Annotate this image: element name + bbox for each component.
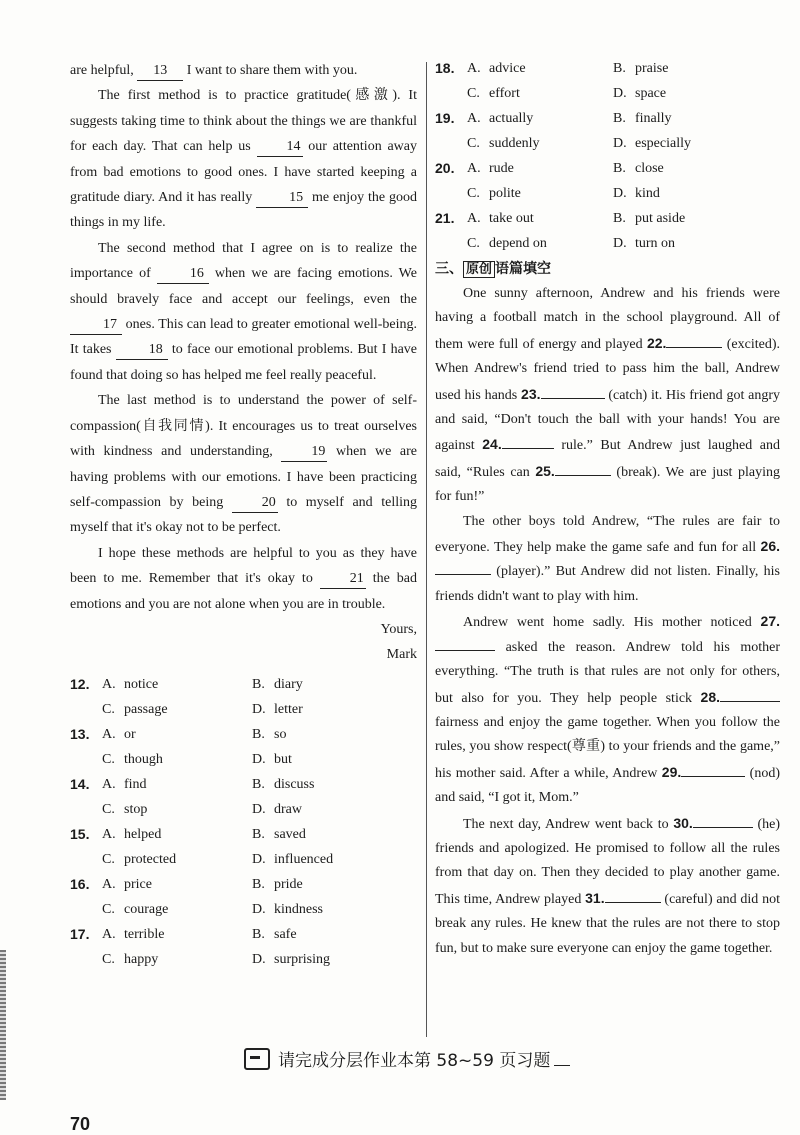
- blank-16: 16: [157, 265, 209, 284]
- option-d[interactable]: D. but: [252, 751, 292, 767]
- option-c[interactable]: C. polite: [467, 186, 521, 201]
- option-b[interactable]: B. saved: [252, 826, 306, 842]
- option-a[interactable]: A. helped: [102, 826, 162, 842]
- option-b[interactable]: B. discuss: [252, 776, 315, 792]
- blank-17: 17: [70, 316, 122, 335]
- option-b[interactable]: B. put aside: [613, 211, 686, 226]
- paragraph-4: I hope these methods are helpful to you as they have been to me. Remember that it's okay to 21 the bad emotions and you are not alone when you are in trouble.: [70, 545, 417, 612]
- original-tag: 原创: [463, 261, 495, 278]
- option-a[interactable]: A. find: [102, 776, 147, 792]
- story-paragraph-4: The next day, Andrew went back to 30. (he) friends and apologized. He promised to follow all the rules from that day on. Then they decided to play another game. This time, Andrew played 31. (careful) and did not break any rules. He knew that the rules are not there to stop fun, but to make sure everyone can enjoy the game together.: [435, 814, 781, 956]
- options-list-right: [435, 56, 780, 256]
- blank-21: 21: [320, 570, 366, 589]
- blank-30[interactable]: [693, 813, 753, 828]
- option-d[interactable]: D. surprising: [252, 951, 330, 967]
- option-group-13: 13. A. or B. so C. though D. but: [70, 722, 417, 772]
- page-number: 70: [70, 1114, 91, 1134]
- story-paragraph-3: Andrew went home sadly. His mother noticed 27. asked the reason. Andrew told his mother everything. “The truth is that rules are not only for others, but also for you. They help people stick 28. fairness and enjoy the game together. When you follow the rules, you show respect(尊重) to your friends and the game,” his mother said. After a while, Andrew 29. (nod) and said, “I got it, Mom.”: [435, 613, 780, 806]
- option-d[interactable]: D. especially: [613, 136, 691, 151]
- blank-25[interactable]: [555, 461, 611, 476]
- column-divider: [426, 62, 427, 1037]
- homework-footer: [244, 1046, 570, 1071]
- option-d[interactable]: D. kind: [613, 186, 660, 201]
- blank-27[interactable]: [435, 636, 495, 651]
- option-c[interactable]: C. happy: [102, 951, 159, 967]
- option-group-16: 16. A. price B. pride C. courage D. kindness: [70, 872, 417, 922]
- signature-closing: Yours,: [380, 621, 417, 637]
- blank-23[interactable]: [541, 384, 605, 399]
- option-d[interactable]: D. turn on: [613, 236, 676, 251]
- option-d[interactable]: D. influenced: [252, 851, 334, 867]
- story-paragraph-2: The other boys told Andrew, “The rules are fair to everyone. They help make the game safe and fun for all 26. (player).” But Andrew did not listen. Finally, his friends didn't want to play with him.: [435, 513, 780, 604]
- paragraph-1: The first method is to practice gratitude(感激). It suggests taking time to think about the things we are thankful for each day. That can help us 14 our attention away from bad emotions to good ones. I have started keeping a gratitude diary. And it has really 15 me enjoy the good things in my life.: [70, 88, 418, 231]
- blank-20: 20: [232, 494, 278, 513]
- blank-18: 18: [116, 341, 168, 360]
- paragraph-3: The last method is to understand the power of self-compassion(自我同情). It encourages us to treat ourselves with kindness and understanding, 19 when we are having problems with our emotions. I have been practicing self-compassion by being 20 to myself and telling myself that it's okay not to be perfect.: [70, 393, 418, 536]
- option-a[interactable]: A. or: [102, 726, 136, 742]
- blank-15: 15: [256, 189, 308, 208]
- option-a[interactable]: A. rude: [467, 161, 514, 176]
- signature-name: Mark: [386, 647, 417, 663]
- option-c[interactable]: C. courage: [102, 901, 169, 917]
- option-c[interactable]: C. protected: [102, 851, 177, 867]
- option-group-19: 19. A. actually B. finally C. suddenly D. especially: [435, 106, 780, 156]
- option-b[interactable]: B. so: [252, 726, 287, 742]
- option-a[interactable]: A. price: [102, 876, 152, 892]
- option-b[interactable]: B. pride: [252, 876, 303, 892]
- scan-edge: [0, 950, 6, 1100]
- option-group-15: 15. A. helped B. saved C. protected D. influenced: [70, 822, 417, 872]
- blank-13: 13: [137, 62, 183, 81]
- blank-24[interactable]: [502, 434, 554, 449]
- paragraph-0: are helpful, 13 I want to share them with you.: [70, 58, 417, 83]
- homework-icon: [244, 1048, 270, 1070]
- option-d[interactable]: D. space: [613, 86, 667, 101]
- option-a[interactable]: A. take out: [467, 211, 534, 226]
- option-group-17: 17. A. terrible B. safe C. happy D. surprising: [70, 922, 417, 972]
- option-group-18: 18. A. advice B. praise C. effort D. space: [435, 56, 780, 106]
- option-d[interactable]: D. letter: [252, 701, 303, 717]
- blank-31[interactable]: [605, 888, 661, 903]
- paragraph-2: The second method that I agree on is to realize the importance of 16 when we are facing emotions. We should bravely face and accept our feelings, even the 17 ones. This can lead to greater emotional well-being. It takes 18 to face our emotional problems. But I have found that doing so has helped me feel really peaceful.: [70, 240, 418, 383]
- option-b[interactable]: B. praise: [613, 61, 669, 76]
- option-d[interactable]: D. kindness: [252, 901, 323, 917]
- option-c[interactable]: C. depend on: [467, 236, 547, 251]
- option-a[interactable]: A. notice: [102, 676, 159, 692]
- blank-28[interactable]: [720, 687, 780, 702]
- left-column: [70, 58, 417, 972]
- option-a[interactable]: A. actually: [467, 111, 534, 126]
- option-b[interactable]: B. diary: [252, 676, 303, 692]
- option-group-14: 14. A. find B. discuss C. stop D. draw: [70, 772, 417, 822]
- story-paragraph-1: One sunny afternoon, Andrew and his friends were having a football match in the school playground. All of them were full of energy and played 22. (excited). When Andrew's friend tried to pass him the ball, Andrew used his hands 23. (catch) it. His friend got angry and said, “Don't touch the ball with your hands! You are against 24. rule.” But Andrew just laughed and said, “Rules can 25. (break). We are just playing for fun!”: [435, 286, 781, 505]
- section-title: 三、 原创 语篇填空: [435, 261, 552, 277]
- option-b[interactable]: B. safe: [252, 926, 297, 942]
- option-d[interactable]: D. draw: [252, 801, 302, 817]
- option-c[interactable]: C. suddenly: [467, 136, 540, 151]
- option-group-21: 21. A. take out B. put aside C. depend on D. turn on: [435, 206, 780, 256]
- blank-29[interactable]: [681, 762, 745, 777]
- option-a[interactable]: A. advice: [467, 61, 526, 76]
- option-b[interactable]: B. finally: [613, 111, 672, 126]
- right-column: [435, 56, 780, 961]
- option-c[interactable]: C. passage: [102, 701, 168, 717]
- footer-text: 请完成分层作业本第 58~59 页习题: [278, 1051, 551, 1071]
- option-c[interactable]: C. though: [102, 751, 163, 767]
- blank-26[interactable]: [435, 560, 491, 575]
- options-list-left: [70, 672, 417, 972]
- option-a[interactable]: A. terrible: [102, 926, 165, 942]
- option-group-20: 20. A. rude B. close C. polite D. kind: [435, 156, 780, 206]
- option-c[interactable]: C. effort: [467, 86, 520, 101]
- option-b[interactable]: B. close: [613, 161, 664, 176]
- option-c[interactable]: C. stop: [102, 801, 148, 817]
- blank-19: 19: [281, 443, 327, 462]
- blank-14: 14: [257, 138, 303, 157]
- blank-22[interactable]: [666, 333, 722, 348]
- option-group-12: 12. A. notice B. diary C. passage D. letter: [70, 672, 417, 722]
